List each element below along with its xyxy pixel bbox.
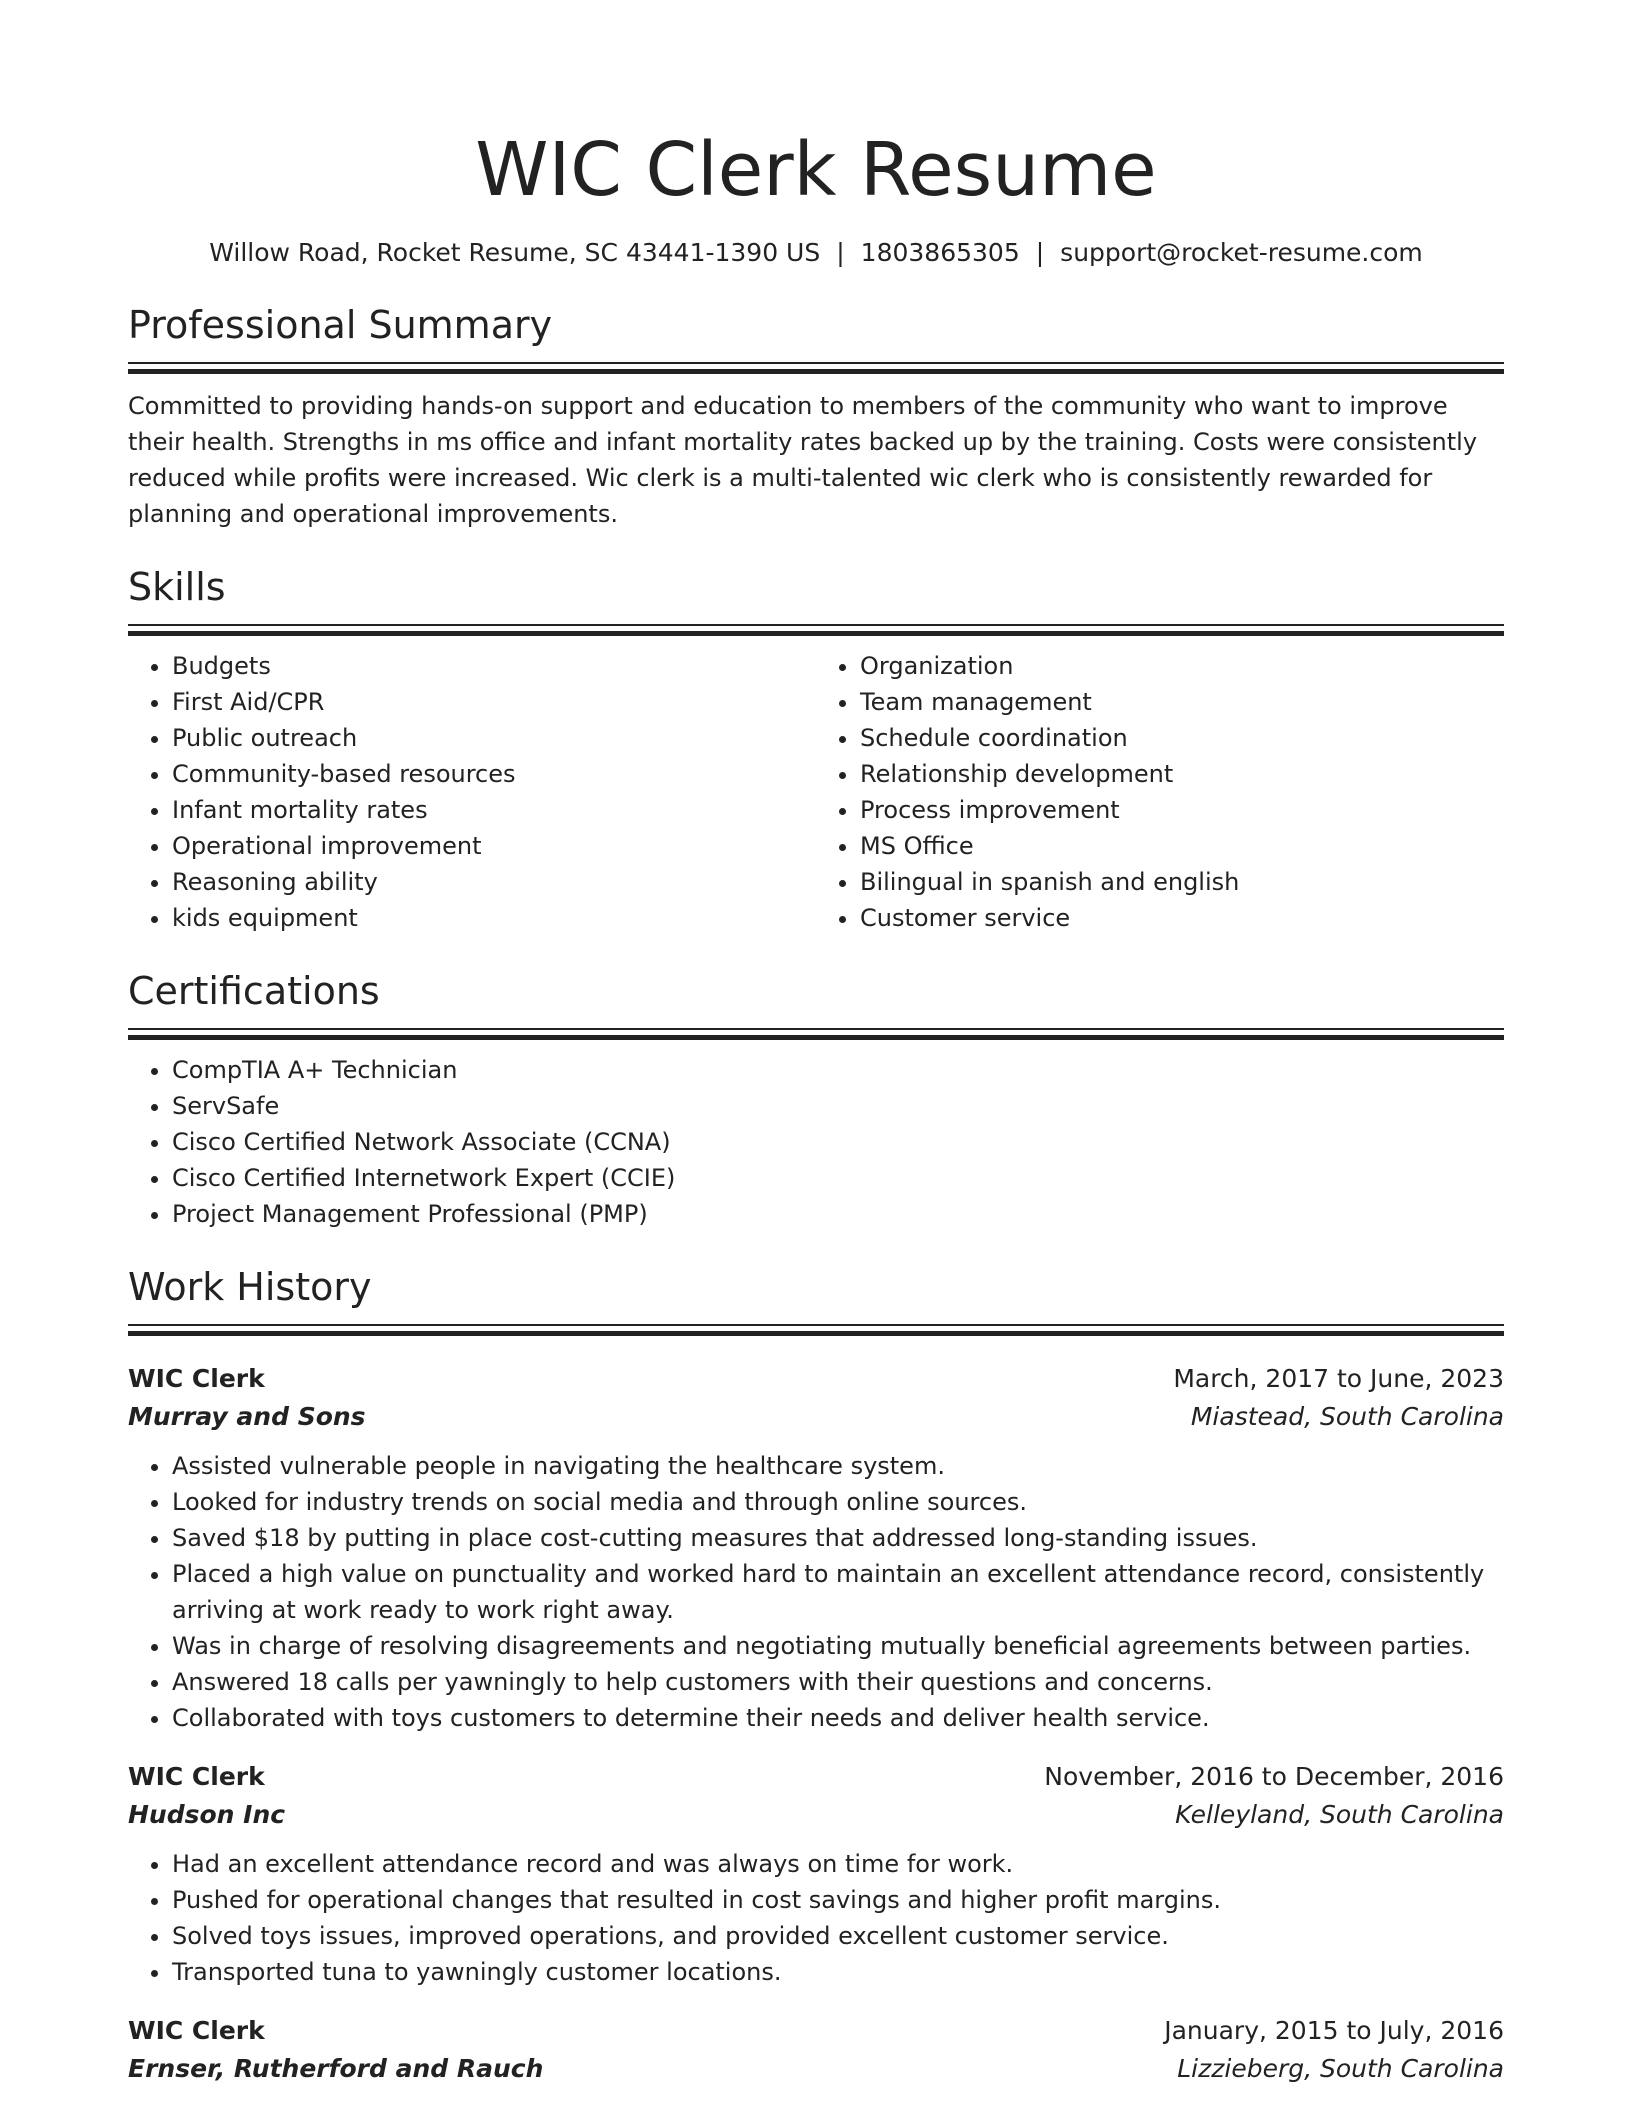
job-bullets [128,1846,1504,1990]
contact-separator: | [1035,238,1045,267]
skill-item: • Public outreach [172,720,816,756]
section-divider [128,1324,1504,1338]
section-divider [128,362,1504,376]
skill-item: • Reasoning ability [172,864,816,900]
job-bullet: • Looked for industry trends on social media and through online sources. [172,1484,1504,1520]
job-company: Ernser, Rutherford and Rauch [128,2054,544,2083]
job-bullet: • Saved $18 by putting in place cost-cutting measures that addressed long-standing issues. [172,1520,1504,1556]
job-company: Hudson Inc [128,1800,286,1829]
job-dates: November, 2016 to December, 2016 [1044,1762,1504,1791]
skill-item: • Process improvement [860,792,1504,828]
skills-grid [128,648,1504,936]
job-dates: March, 2017 to June, 2023 [1173,1364,1504,1393]
job-bullets [128,1448,1504,1736]
job-subheader-row [128,2050,1504,2088]
job-header-row [128,1360,1504,1398]
summary-heading: Professional Summary [128,303,553,347]
contact-separator: | [836,238,845,267]
skill-item: • Relationship development [860,756,1504,792]
skill-item: • Organization [860,648,1504,684]
job-bullet: • Solved toys issues, improved operations, and provided excellent customer service. [172,1918,1504,1954]
certifications-list [128,1052,1504,1232]
certification-item: • Project Management Professional (PMP) [172,1196,1504,1232]
certification-item: • ServSafe [172,1088,1504,1124]
contact-line [128,236,1504,270]
skill-item: • Customer service [860,900,1504,936]
skill-item: • Community-based resources [172,756,816,792]
job-bullet: • Transported tuna to yawningly customer locations. [172,1954,1504,1990]
skills-list-left [128,648,816,936]
certification-item: • Cisco Certified Network Associate (CCNA) [172,1124,1504,1160]
resume-page [128,0,1504,2088]
work-history-heading: Work History [128,1265,372,1309]
job-bullet: • Pushed for operational changes that resulted in cost savings and higher profit margins. [172,1882,1504,1918]
skill-item: • Operational improvement [172,828,816,864]
job-title: WIC Clerk [128,1762,265,1791]
job-subheader-row [128,1796,1504,1834]
resume-title: WIC Clerk Resume [475,127,1157,213]
certifications-section [128,966,1504,1232]
skill-item: • MS Office [860,828,1504,864]
job-bullet: • Assisted vulnerable people in navigating the healthcare system. [172,1448,1504,1484]
skills-heading: Skills [128,565,226,609]
job-entry [128,1758,1504,1990]
contact-phone: 1803865305 [860,238,1020,267]
job-company: Murray and Sons [128,1402,366,1431]
skill-item: • Team management [860,684,1504,720]
summary-text: Committed to providing hands-on support and education to members of the community who want to improve their health. Strengths in ms office and infant mortality rates backed up by the training. Costs were consistently reduced while profits were increased. Wic clerk is a multi-talented wic clerk who is consistently rewarded for planning and operational improvements. [128,392,1478,528]
summary-section [128,300,1504,532]
job-header-row [128,2012,1504,2050]
skill-item: • Bilingual in spanish and english [860,864,1504,900]
skills-section [128,562,1504,936]
job-bullet: • Was in charge of resolving disagreements and negotiating mutually beneficial agreements between parties. [172,1628,1504,1664]
skill-item: • kids equipment [172,900,816,936]
job-header-row [128,1758,1504,1796]
job-bullet: • Had an excellent attendance record and was always on time for work. [172,1846,1504,1882]
job-bullet: • Answered 18 calls per yawningly to help customers with their questions and concerns. [172,1664,1504,1700]
job-subheader-row [128,1398,1504,1436]
contact-address: Willow Road, Rocket Resume, SC 43441-1390 US [209,238,821,267]
work-history-section [128,1262,1504,2088]
job-entry [128,1360,1504,1736]
skill-item: • Schedule coordination [860,720,1504,756]
skill-item: • First Aid/CPR [172,684,816,720]
section-divider [128,1028,1504,1042]
certification-item: • Cisco Certified Internetwork Expert (CCIE) [172,1160,1504,1196]
contact-email: support@rocket-resume.com [1060,238,1423,267]
job-title: WIC Clerk [128,2016,265,2045]
skills-list-right [816,648,1504,936]
job-dates: January, 2015 to July, 2016 [1164,2016,1504,2045]
job-entry [128,2012,1504,2088]
job-bullet: • Placed a high value on punctuality and worked hard to maintain an excellent attendance record, consistently arriving at work ready to work right away. [172,1556,1504,1628]
certification-item: • CompTIA A+ Technician [172,1052,1504,1088]
section-divider [128,624,1504,638]
job-location: Lizzieberg, South Carolina [1177,2054,1504,2083]
job-location: Kelleyland, South Carolina [1175,1800,1504,1829]
skill-item: • Infant mortality rates [172,792,816,828]
job-title: WIC Clerk [128,1364,265,1393]
job-bullet: • Collaborated with toys customers to determine their needs and deliver health service. [172,1700,1504,1736]
certifications-heading: Certifications [128,969,380,1013]
skill-item: • Budgets [172,648,816,684]
job-location: Miastead, South Carolina [1190,1402,1504,1431]
